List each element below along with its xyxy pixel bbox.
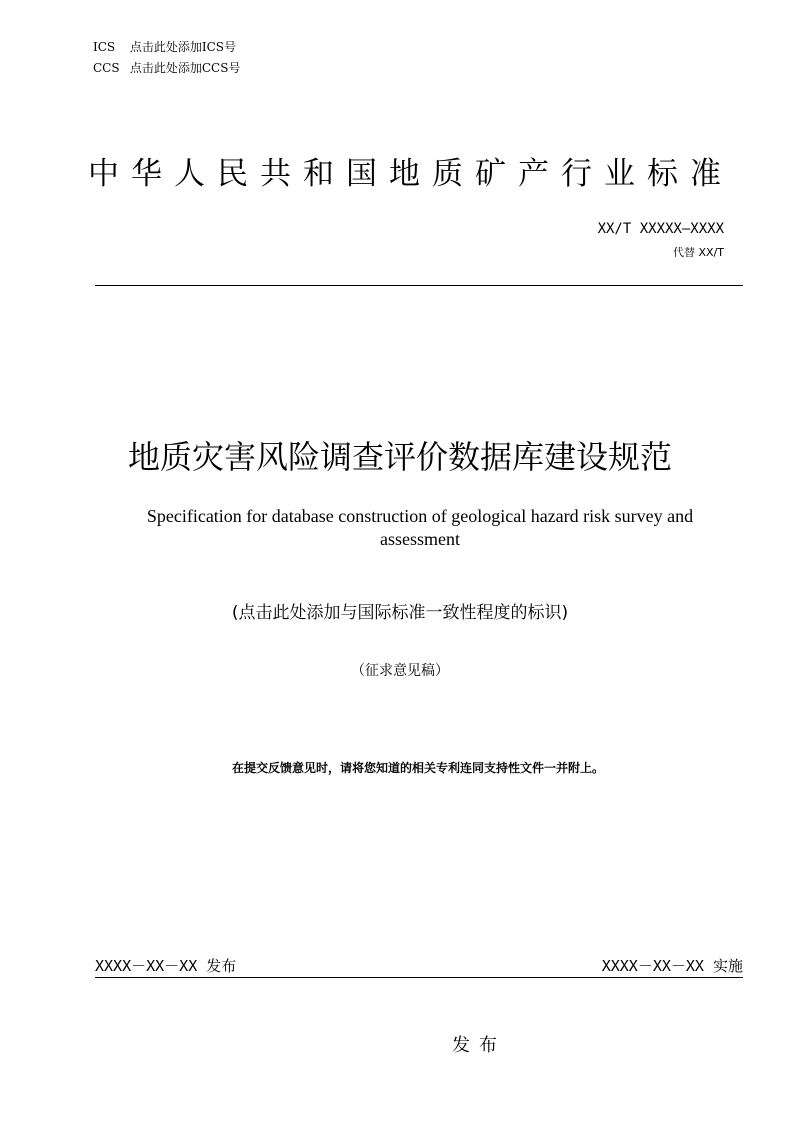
document-title-chinese: 地质灾害风险调查评价数据库建设规范 [127,438,672,476]
draft-stage: （征求意见稿） [351,663,449,679]
ics-line [93,40,236,54]
patent-notice: 在提交反馈意见时，请将您知道的相关专利连同支持性文件一并附上。 [231,761,604,775]
consistency-note[interactable]: (点击此处添加与国际标准一致性程度的标识) [231,603,569,623]
ics-value[interactable]: 点击此处添加ICS号 [129,40,236,54]
ccs-label: CCS [93,61,120,75]
ccs-value[interactable]: 点击此处添加CCS号 [129,61,241,75]
ccs-line [93,61,240,75]
industry-standard-title: 中华人民共和国地质矿产行业标准 [88,156,733,192]
replaces-standard: 代替 XX/T [673,246,724,259]
standard-number: XX/T XXXXX—XXXX [597,221,724,237]
issuer-label: 发布 [452,1035,506,1056]
ics-label: ICS [93,40,116,54]
bottom-divider [95,977,743,978]
top-divider [95,285,743,286]
implement-date: XXXX－XX－XX 实施 [601,957,743,975]
document-title-english: Specification for database construction of geological hazard risk survey and assessment [146,506,694,549]
publish-date: XXXX－XX－XX 发布 [95,957,237,975]
